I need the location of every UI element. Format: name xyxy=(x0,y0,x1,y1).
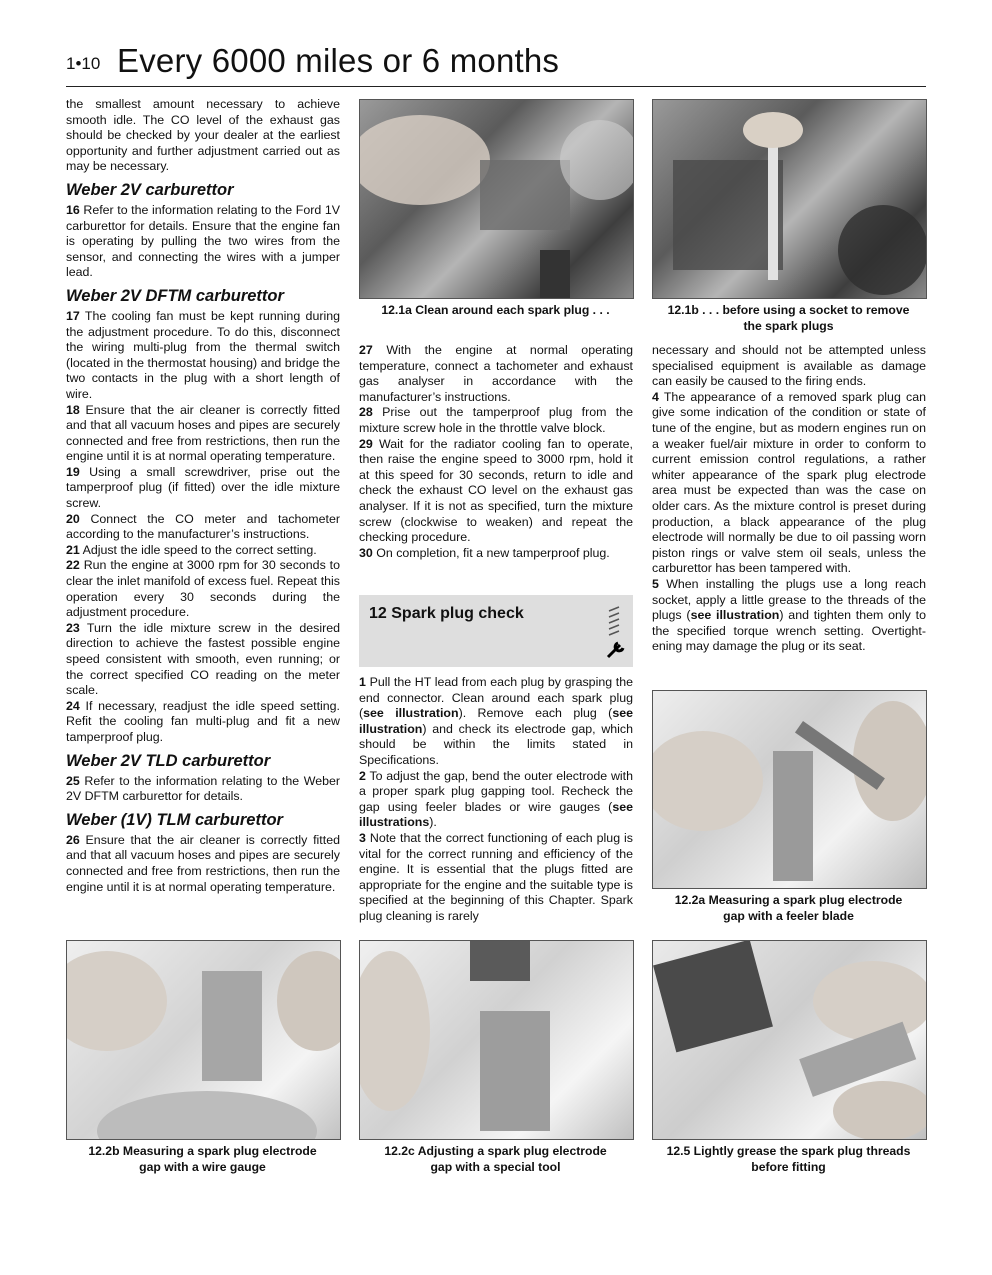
paragraph-29: 29 Wait for the radiator cooling fan to operate, then raise the engine speed to 3000 rpm, hold it at this speed for 30 seconds, return to idle and check the exhaust CO level on the exhaust gas analyser. If it is not as specified, turn the mixture screw (clockwise to weaken) and repeat the checking procedure. xyxy=(359,436,634,545)
paragraph-20: 20 Connect the CO meter and tachometer according to the manufacturer’s instructions. xyxy=(66,511,340,542)
paragraph-s4: 4 The appearance of a removed spark plug can give some indication of the condition or state of tune of the engine, but as modern engines run on a weaker fuel/air mixture in order to conform to current emission control regulations, a rather whiter appearance of the spark plug electrode area must be expected than was the case on older cars. As the mixture control is preset during production, a black appearance of the plug electrode will normally be due to oil passing worn piston rings or valve stem oil seals, unless the carburettor has been tampered with. xyxy=(652,389,926,576)
section-title: 12 Spark plug check xyxy=(369,605,524,622)
paragraph-s2: 2 To adjust the gap, bend the outer electrode with a proper spark plug gapping tool. Recheck the gap using feeler blades or wire gauges (see illustrations). xyxy=(359,768,633,830)
caption-12-2b: 12.2b Measuring a spark plug electrode gap with a wire gauge xyxy=(88,1144,317,1174)
heading-weber-2v-tld: Weber 2V TLD carburettor xyxy=(66,751,271,770)
photo-12-2a xyxy=(652,690,927,889)
paragraph-18: 18 Ensure that the air cleaner is correctly fitted and that all vacuum hoses and pipes are securely connected and free from restrictions, then run the engine until it is at normal operating temperature. xyxy=(66,402,340,464)
step-number: 5 xyxy=(652,576,659,591)
paragraph-25: 25 Refer to the information relating to the Weber 2V DFTM carburettor for details. xyxy=(66,773,340,804)
page-title: Every 6000 miles or 6 months xyxy=(117,42,560,79)
step-number: 1 xyxy=(359,675,366,689)
step-number: 24 xyxy=(66,698,80,713)
step-number: 2 xyxy=(359,768,366,783)
step-number: 20 xyxy=(66,511,80,526)
page-header xyxy=(66,38,926,87)
spanner-difficulty-icon xyxy=(605,603,627,661)
step-number: 17 xyxy=(66,308,80,323)
paragraph-26: 26 Ensure that the air cleaner is correctly fitted and that all vacuum hoses and pipes are securely connected and free from restrictions, then run the engine until it is at normal operating temperature. xyxy=(66,832,340,894)
step-number: 26 xyxy=(66,832,80,847)
heading-weber-2v-dftm: Weber 2V DFTM carburettor xyxy=(66,286,284,305)
paragraph-24: 24 If necessary, readjust the idle speed setting. Refit the cooling fan multi-plug and fit a new tamperproof plug. xyxy=(66,698,340,744)
step-number: 23 xyxy=(66,620,80,635)
step-number: 16 xyxy=(66,202,80,217)
paragraph-s3: 3 Note that the correct functioning of each plug is vital for the correct running and efficiency of the engine. It is essential that the plugs fitted are appropriate for the engine and the suitable type is specified at the beginning of this Chapter. Spark plug cleaning is rarely xyxy=(359,830,633,923)
paragraph-17: 17 The cooling fan must be kept running during the adjustment procedure. To do this, disconnect the wiring multi-plug from the thermal switch (located in the thermostat housing) and bridge the two contacts in the plug with a short length of wire. xyxy=(66,308,340,401)
caption-12-1a: 12.1a Clean around each spark plug . . . xyxy=(381,303,610,317)
step-number: 19 xyxy=(66,464,80,479)
paragraph-23: 23 Turn the idle mixture screw in the desired direction to achieve the fastest possible engine speed consistent with smooth, even running; or the correct specified CO reading on the meter scale. xyxy=(66,620,340,698)
paragraph-s1: 1 Pull the HT lead from each plug by grasping the end connector. Clean around each spark plug (see illustration). Remove each plug (see illustration) and check its electrode gap, which should be within the limits stated in Specifications. xyxy=(359,675,633,767)
step-number: 18 xyxy=(66,402,80,417)
step-number: 28 xyxy=(359,405,373,420)
step-number: 29 xyxy=(359,436,373,451)
photo-12-2c xyxy=(359,940,634,1140)
step-number: 3 xyxy=(359,830,366,845)
caption-12-1b: 12.1b . . . before using a socket to remove the spark plugs xyxy=(667,303,910,333)
step-number: 30 xyxy=(359,545,373,560)
step-number: 21 xyxy=(66,542,80,557)
section-heading-box xyxy=(359,595,633,667)
paragraph-22: 22 Run the engine at 3000 rpm for 30 seconds to clear the inlet manifold of excess fuel. Repeat this operation every 30 seconds during the adjustment procedure. xyxy=(66,558,341,620)
heading-weber-2v: Weber 2V carburettor xyxy=(66,180,234,199)
paragraph-19: 19 Using a small screwdriver, prise out the tamperproof plug (if fitted) over the idle mixture screw. xyxy=(66,464,340,511)
caption-12-2c: 12.2c Adjusting a spark plug electrode gap with a special tool xyxy=(384,1144,607,1174)
heading-weber-1v-tlm: Weber (1V) TLM carburettor xyxy=(66,810,283,829)
text-column-2-bottom xyxy=(359,675,633,925)
page-number: 1•10 xyxy=(66,54,101,73)
paragraph-16: 16 Refer to the information relating to the Ford 1V carburettor for details. Ensure that the engine fan is operating by pulling the two wires from the sensor, and connecting the wires with a jumper lead. xyxy=(66,202,340,280)
caption-12-2a: 12.2a Measuring a spark plug electrode gap with a feeler blade xyxy=(674,893,903,923)
caption-12-5: 12.5 Lightly grease the spark plug threads before fitting xyxy=(666,1144,911,1174)
step-number: 25 xyxy=(66,773,80,788)
paragraph-s5: 5 When installing the plugs use a long reach socket, apply a little grease to the threads of the plugs (see illustration) and tighten them only to the specified torque wrench setting. Overtight-ening may damage the plug or its seat. xyxy=(652,576,926,654)
photo-12-5 xyxy=(652,940,927,1140)
text-column-2-top xyxy=(359,343,633,561)
paragraph-s3-cont: necessary and should not be attempted unless specialised equipment is available as damage can easily be caused to the firing ends. xyxy=(652,343,926,389)
paragraph-30: 30 On completion, fit a new tamperproof plug. xyxy=(359,545,610,560)
step-number: 27 xyxy=(359,343,373,357)
photo-12-1a xyxy=(359,99,634,299)
text-column-1 xyxy=(66,97,340,895)
step-number: 22 xyxy=(66,558,80,573)
photo-12-2b xyxy=(66,940,341,1140)
paragraph-intro: the smallest amount necessary to achieve smooth idle. The CO level of the exhaust gas should be checked by your dealer at the earliest opportunity and further adjustment carried out as may be necessary. xyxy=(66,97,340,174)
photo-12-1b xyxy=(652,99,927,299)
paragraph-27: 27 With the engine at normal operating temperature, connect a tachometer and exhaust gas analyser in accordance with the manufacturer’s instructions. xyxy=(359,343,633,404)
step-number: 4 xyxy=(652,389,659,404)
paragraph-21: 21 Adjust the idle speed to the correct setting. xyxy=(66,542,317,557)
paragraph-28: 28 Prise out the tamperproof plug from the mixture screw hole in the throttle valve block. xyxy=(359,405,633,435)
text-column-3 xyxy=(652,343,926,655)
